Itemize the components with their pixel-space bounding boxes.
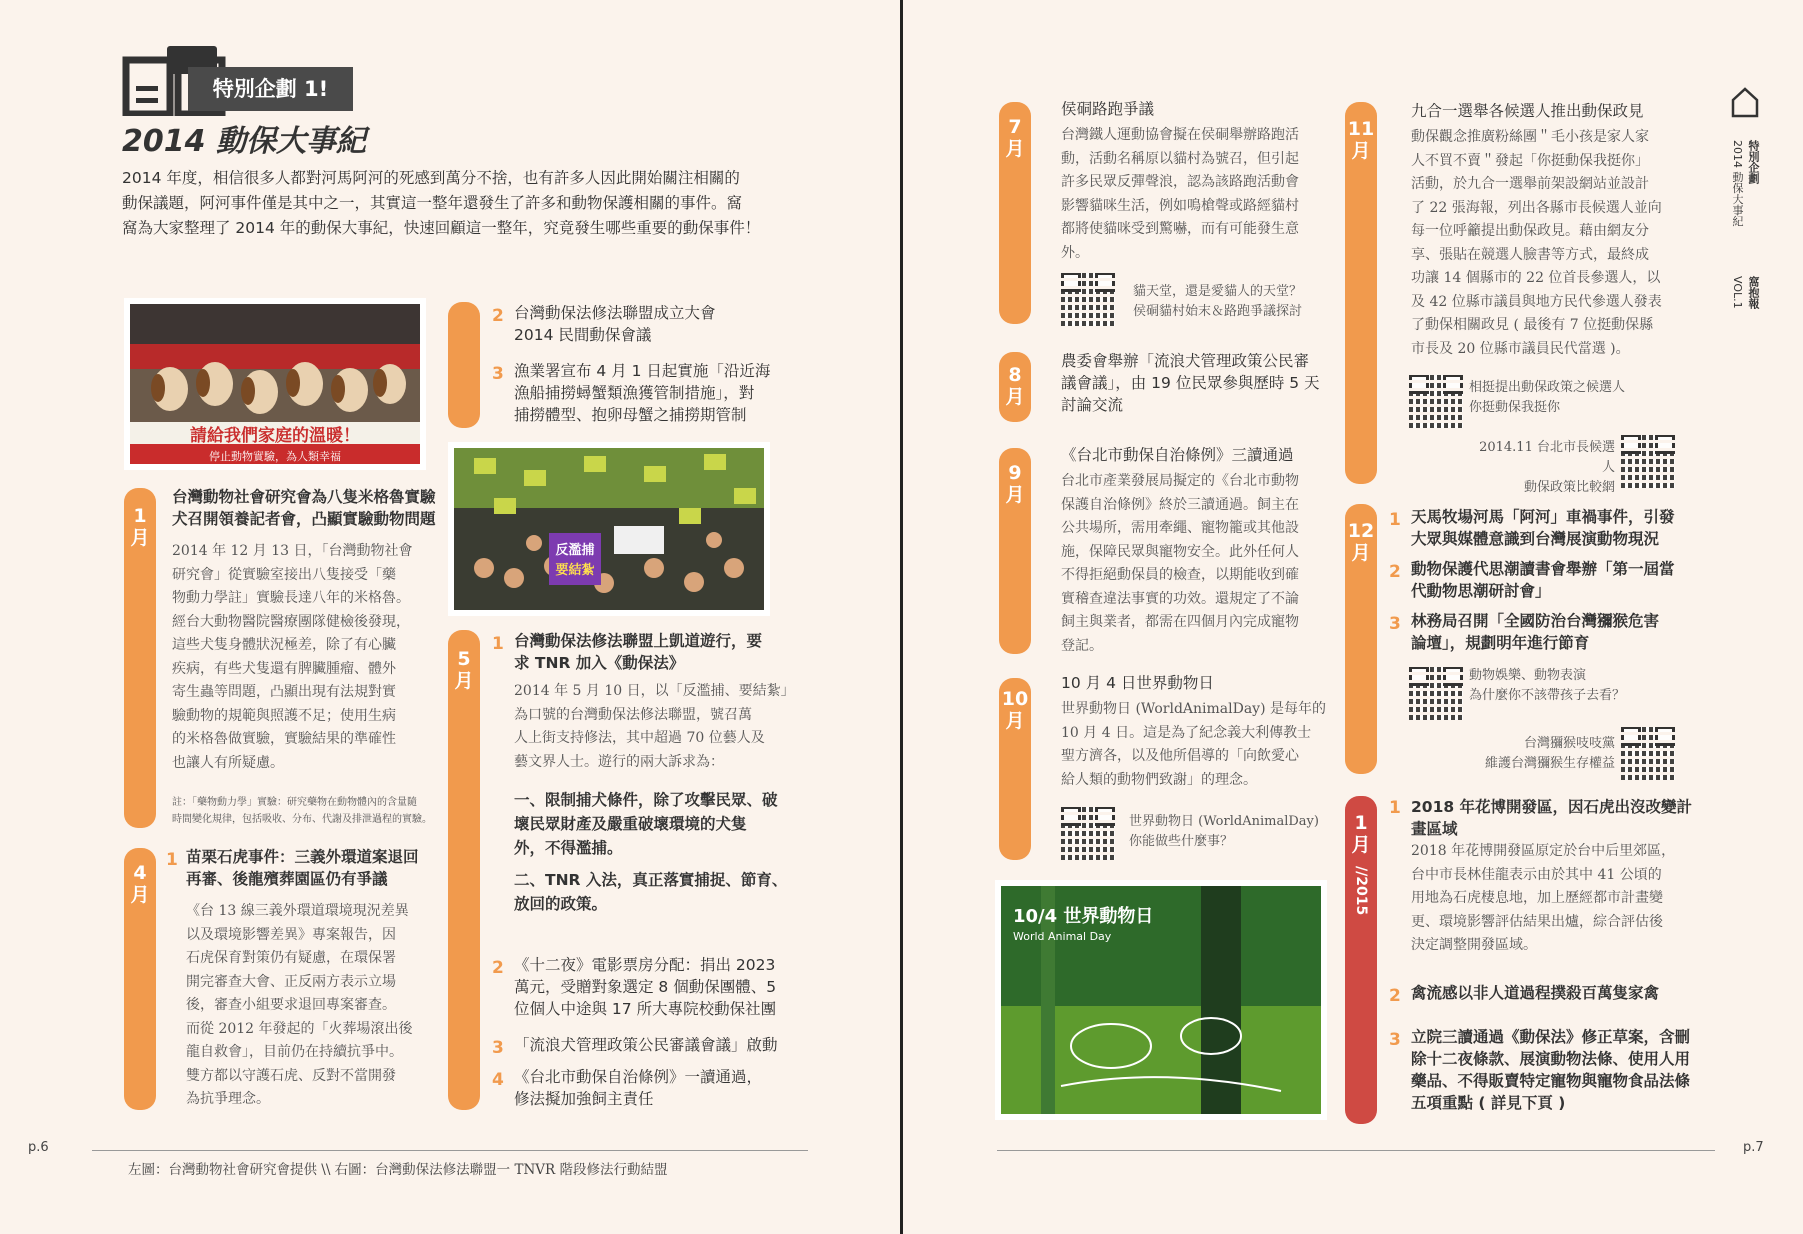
- jan-headline: 台灣動物社會研究會為八隻米格魯實驗 犬召開領養記者會，凸顯實驗動物問題: [172, 488, 436, 528]
- may-item-2-number: 2: [492, 958, 504, 978]
- may-item-4: 《台北市動保自治條例》一讀通過， 修法擬加強飼主責任: [514, 1068, 763, 1108]
- month-label-nov: 11 月: [1347, 118, 1375, 162]
- oct-headline: 10 月 4 日世界動物日: [1061, 674, 1214, 692]
- photo1-banner: 請給我們家庭的溫暖！: [190, 426, 360, 446]
- nov-qr2-caption: 2014.11 台北市長候選人 動保政策比較網: [1479, 440, 1615, 495]
- month-bar-mar: [448, 302, 480, 428]
- month-label-jan-2015: 1 月: [1351, 812, 1371, 856]
- intro-paragraph: 2014 年度，相信很多人都對河馬阿河的死感到萬分不捨，也有許多人因此開始關注相關的 動保議題，阿河事件僅是其中之一，其實這一整年還發生了許多和動物保護相關的事件。窩 窩為大家整理了 2014 年的動保大事紀，快速回顧這一整年，究竟發生哪些重要的動保事件！: [122, 169, 761, 237]
- jul-qr-caption: 貓天堂，還是愛貓人的天堂？ 侯硐貓村始末＆路跑爭議探討: [1133, 284, 1303, 319]
- dec-item-3-number: 3: [1389, 614, 1401, 634]
- jul-headline: 侯硐路跑爭議: [1061, 100, 1155, 118]
- jan2015-item-2: 禽流感以非人道過程撲殺百萬隻家禽: [1411, 984, 1660, 1002]
- mar-item-2: 台灣動保法修法聯盟成立大會 2014 民間動保會議: [514, 304, 716, 344]
- month-label-dec: 12 月: [1347, 520, 1375, 564]
- qr-code-nov-1[interactable]: [1409, 374, 1463, 428]
- qr-code-nov-2[interactable]: [1621, 434, 1675, 488]
- photo1-banner2: 停止動物實驗，為人類幸福: [209, 450, 341, 463]
- home-icon[interactable]: [1731, 86, 1759, 118]
- sep-body: 台北市產業發展局擬定的《台北市動物 保護自治條例》終於三讀通過。飼主在 公共場所，需用牽繩、寵物籠或其他設 施，保障民眾與寵物安全。此外任何人 不得拒絕動保員的檢查，以期能收到確 實稽查違法事實的功效。還規定了不論 飼主與業者，都需在四個月內完成寵物 登記。: [1061, 473, 1299, 654]
- qr-code-dec-1[interactable]: [1409, 666, 1463, 720]
- nov-headline: 九合一選舉各候選人推出動保政見: [1411, 102, 1644, 120]
- month-label-jan: 1 月: [130, 505, 150, 549]
- photo2-sign2: 要結紮: [555, 563, 595, 578]
- dec-item-2-number: 2: [1389, 562, 1401, 582]
- month-label-may: 5 月: [454, 648, 474, 692]
- qr-code-jul[interactable]: [1061, 272, 1115, 326]
- dec-item-1-number: 1: [1389, 510, 1401, 530]
- mar-item-3: 漁業署宣布 4 月 1 日起實施「沿近海 漁船捕撈蟳蟹類漁獲管制措施」，對 捕撈體型、抱卵母蟹之捕撈期管制: [514, 362, 771, 424]
- mar-item-3-number: 3: [492, 364, 504, 384]
- dec-item-1: 天馬牧場河馬「阿河」車禍事件，引發 大眾與媒體意識到台灣展演動物現況: [1411, 508, 1675, 548]
- jan2015-item-3-number: 3: [1389, 1030, 1401, 1050]
- dec-qr2-caption: 台灣獼猴吱吱黨 維護台灣獼猴生存權益: [1484, 736, 1615, 771]
- qr-code-dec-2[interactable]: [1621, 726, 1675, 780]
- may-headline: 台灣動保法修法聯盟上凱道遊行，要 求 TNR 加入《動保法》: [514, 632, 763, 672]
- apr-item-number: 1: [166, 850, 178, 870]
- jan-body: 2014 年 12 月 13 日，「台灣動物社會 研究會」從實驗室接出八隻接受「藥 物動力學註」實驗長達八年的米格魯。 經台大動物醫院醫療團隊健檢後發現， 這些犬隻身體狀況極差，除了有心臟 疾病，有些犬隻還有脾臟腫瘤、體外 寄生蟲等問題，凸顯出現有法規對實 驗動物的規範與照護不足；使用生病 的米格魯做實驗，實驗結果的準確性 也讓人有所疑慮。: [172, 543, 413, 771]
- aug-headline: 農委會舉辦「流浪犬管理政策公民審 議會議」，由 19 位民眾參與歷時 5 天 討論交流: [1061, 352, 1320, 414]
- photo2-sign1: 反濫捕: [555, 543, 595, 558]
- nov-qr1-caption: 相挺提出動保政策之候選人 你挺動保我挺你: [1469, 380, 1626, 415]
- sep-headline: 《台北市動保自治條例》三讀通過: [1061, 446, 1294, 464]
- oct-qr-caption: 世界動物日 (WorldAnimalDay) 你能做些什麼事？: [1129, 814, 1319, 849]
- month-label-jul: 7 月: [1005, 116, 1025, 160]
- may-body: 2014 年 5 月 10 日，以「反濫捕、要結紮」 為口號的台灣動保法修法聯盟，號召萬 人上街支持修法，其中超過 70 位藝人及 藝文界人士。遊行的兩大訴求為：: [514, 683, 795, 770]
- page-number-left: p.6: [28, 1140, 49, 1155]
- year-2015-label: //2015: [1353, 866, 1369, 916]
- may-item-1-number: 1: [492, 634, 504, 654]
- oct-body: 世界動物日 (WorldAnimalDay) 是每年的 10 月 4 日。這是為了紀念義大利傳教士 聖方濟各，以及他所倡導的「向飲愛心 給人類的動物們致謝」的理念。: [1061, 701, 1327, 788]
- side-magazine-label: 窩抱報 VOL.1: [1731, 276, 1760, 309]
- beagle-photo: [124, 298, 426, 470]
- jan2015-item-2-number: 2: [1389, 986, 1401, 1006]
- nov-body: 動保觀念推廣粉絲團＂毛小孩是家人家 人不買不賣＂發起「你挺動保我挺你」 活動，於九合一選舉前架設網站並設計 了 22 張海報，列出各縣市長候選人並向 每一位呼籲提出動保政見。藉由網友分 享、張貼在競選人臉書等方式，最終成 功讓 14 個縣市的 22 位首長參選人，以 及 42 位縣市議員與地方民代參選人發表 了動保相關政見 ( 最後有 7 位挺動保縣 市長及 20 位縣市議員民代當選 )。: [1411, 129, 1662, 357]
- photo-subtitle: World Animal Day: [1013, 930, 1112, 943]
- world-animal-day-photo: [995, 880, 1327, 1120]
- section-badge: 特別企劃 1!: [188, 67, 353, 111]
- month-label-apr: 4 月: [130, 862, 150, 906]
- footer-rule-left: [92, 1150, 808, 1151]
- may-item-3-number: 3: [492, 1038, 504, 1058]
- dec-qr1-caption: 動物娛樂、動物表演 為什麼你不該帶孩子去看？: [1469, 668, 1626, 703]
- month-label-sep: 9 月: [1005, 462, 1025, 506]
- month-bar-may: [448, 630, 480, 1110]
- dec-item-3: 林務局召開「全國防治台灣獼猴危害 論壇」，規劃明年進行節育: [1411, 612, 1660, 652]
- jan2015-item-1-body: 2018 年花博開發區原定於台中后里郊區， 台中市長林佳龍表示由於其中 41 公頃的 用地為石虎棲息地，加上歷經都市計畫變 更、環境影響評估結果出爐，綜合評估後 決定調整開發區域。: [1411, 843, 1676, 953]
- page-number-right: p.7: [1743, 1140, 1764, 1155]
- footer-rule-right: [997, 1150, 1715, 1151]
- mar-item-2-number: 2: [492, 306, 504, 326]
- qr-code-oct[interactable]: [1061, 806, 1115, 860]
- apr-headline: 苗栗石虎事件：三義外環道案退回 再審、後龍殯葬園區仍有爭議: [186, 848, 419, 888]
- jul-body: 台灣鐵人運動協會擬在侯硐舉辦路跑活 動，活動名稱原以貓村為號召，但引起 許多民眾反彈聲浪，認為該路跑活動會 影響貓咪生活，例如鳴槍聲或路經貓村 都將使貓咪受到驚嚇，而有可能發生意 外。: [1061, 127, 1299, 261]
- month-label-aug: 8 月: [1005, 364, 1025, 408]
- left-page: [0, 0, 900, 1234]
- jan-footnote: 註：「藥物動力學」實驗：研究藥物在動物體內的含量隨 時間變化規律，包括吸收、分布、代謝及排泄過程的實驗。: [172, 797, 432, 825]
- jan2015-item-1: 2018 年花博開發區，因石虎出沒改變計 畫區域: [1411, 798, 1693, 838]
- may-item-4-number: 4: [492, 1070, 504, 1090]
- dec-item-2: 動物保護代思潮讀書會舉辦「第一屆當 代動物思潮研討會」: [1411, 560, 1675, 600]
- photo-credit: 左圖：台灣動物社會研究會提供 \\ 右圖：台灣動保法修法聯盟一 TNVR 階段修法行動結盟: [128, 1162, 668, 1178]
- may-demand-2: 二、TNR 入法，真正落實捕捉、節育、 放回的政策。: [514, 871, 788, 913]
- may-item-3: 「流浪犬管理政策公民審議會議」啟動: [514, 1036, 778, 1054]
- may-item-2: 《十二夜》電影票房分配：捐出 2023 萬元，受贈對象選定 8 個動保團體、5 位個人中途與 17 所大專院校動保社團: [514, 956, 777, 1018]
- apr-body: 《台 13 線三義外環道環境現況差異 以及環境影響差異》專案報告，因 石虎保育對策仍有疑慮，在環保署 開完審查大會、正反兩方表示立場 後，審查小組要求退回專案審查。 而從 2012 年發起的「火葬場滾出後 龍自救會」，目前仍在持續抗爭中。 雙方都以守護石虎、反對不當開發 為抗爭理念。: [186, 903, 413, 1107]
- month-label-oct: 10 月: [1001, 688, 1029, 732]
- photo-title: 10/4 世界動物日: [1013, 906, 1154, 927]
- protest-photo: [448, 442, 770, 616]
- right-page: [903, 0, 1803, 1234]
- page-title: 2014 動保大事紀: [122, 124, 366, 159]
- side-section-label: 特別企劃 2014 動保大事紀: [1731, 140, 1760, 227]
- may-demand-1: 一、限制捕犬條件，除了攻擊民眾、破 壞民眾財產及嚴重破壞環境的犬隻 外，不得濫捕。: [514, 791, 778, 857]
- jan2015-item-3: 立院三讀通過《動保法》修正草案，含刪 除十二夜條款、展演動物法條、使用人用 藥品、不得販賣特定寵物與寵物食品法條 五項重點 ( 詳見下頁 ): [1411, 1028, 1691, 1112]
- jan2015-item-1-number: 1: [1389, 798, 1401, 818]
